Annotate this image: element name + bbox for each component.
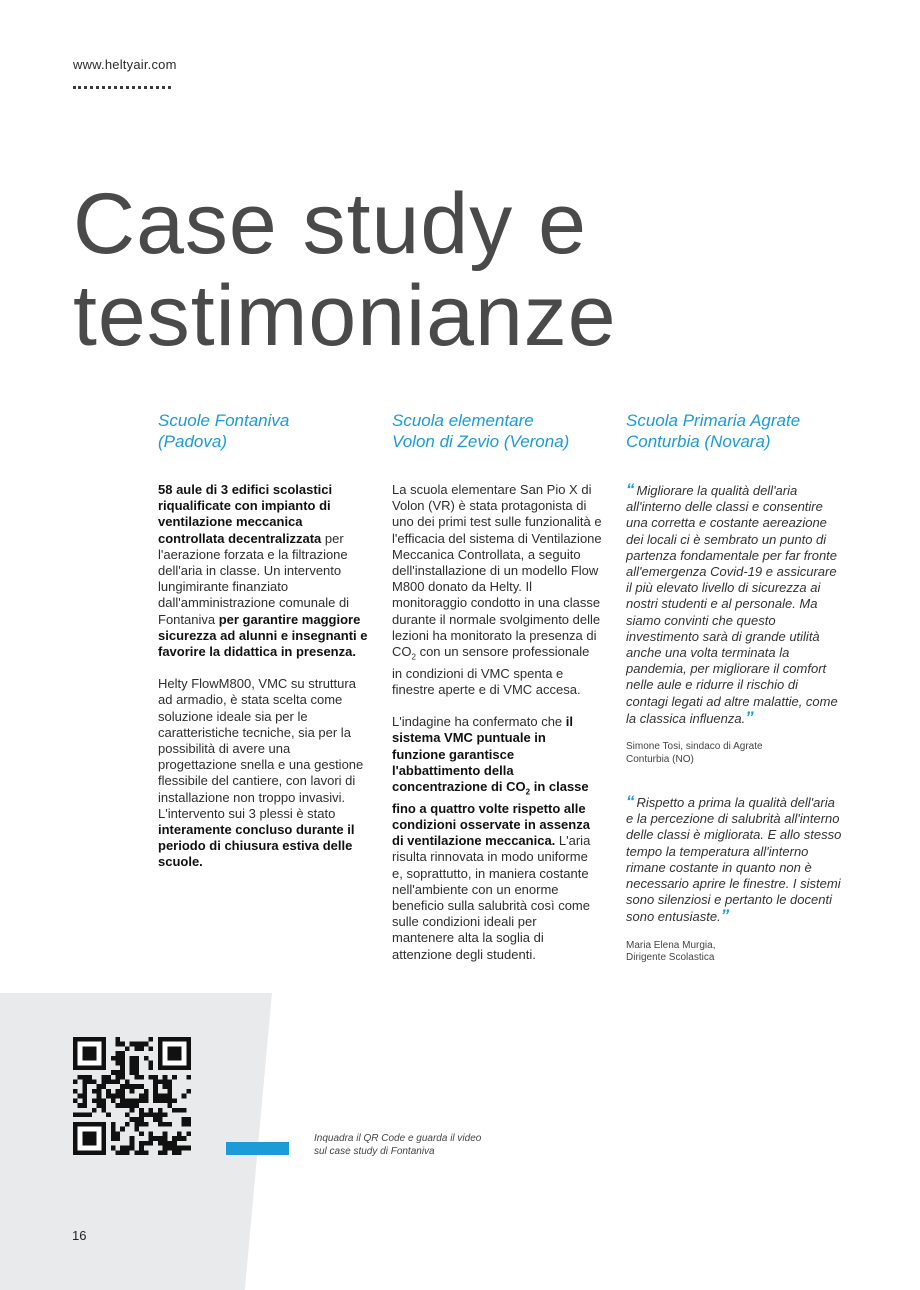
qr-code-icon[interactable] xyxy=(73,1037,191,1155)
qr-caption: Inquadra il QR Code e guarda il video sul case study di Fontaniva xyxy=(314,1133,482,1157)
column-heading: Scuola Primaria Agrate Conturbia (Novara) xyxy=(626,411,801,451)
case-study-fontaniva xyxy=(158,410,368,871)
testimonial-quote: “ Rispetto a prima la qualità dell'aria e la percezione di salubrità all'interno delle classi è migliorata. E allo stesso tempo la temperatura all'interno rimane costante in quanto non è necessario aprire le finestre. I sistemi sono silenziosi e pertanto le docenti sono entusiaste.” xyxy=(626,792,842,926)
page-title xyxy=(73,178,617,362)
accent-bar xyxy=(226,1142,289,1155)
testimonial-attribution: Simone Tosi, sindaco di Agrate Conturbia (NO) xyxy=(626,741,763,765)
paragraph: 58 aule di 3 edifici scolastici riqualificate con impianto di ventilazione meccanica controllata decentralizzata per l'aerazione forzata e la filtrazione dell'aria in classe. Un intervento lungimirante finanziato dall'amministrazione comunale di Fontaniva per garantire maggiore sicurezza ad alunni e insegnanti e favorire la didattica in presenza. xyxy=(158,482,368,660)
page-number: 16 xyxy=(72,1228,87,1243)
paragraph: La scuola elementare San Pio X di Volon (VR) è stata protagonista di uno dei primi test sulle funzionalità e l'efficacia del sistema di Ventilazione Meccanica Controllata, a seguito dell'installazione di un modello Flow M800 donato da Helty. Il monitoraggio condotto in una classe durante il normale svolgimento delle lezioni ha monitorato la presenza di $CO_2$ con un sensore professionale in condizioni di VMC spenta e finestre aperte e di VMC accesa. xyxy=(392,482,602,698)
site-url[interactable]: www.heltyair.com xyxy=(73,57,177,72)
close-quote-icon: ” xyxy=(745,707,754,727)
title-line-2: testimonianze xyxy=(73,268,617,364)
testimonial-attribution: Maria Elena Murgia, Dirigente Scolastica xyxy=(626,939,716,964)
testimonials-agrate xyxy=(626,410,842,965)
close-quote-icon: ” xyxy=(720,906,730,926)
testimonial-quote: “ Migliorare la qualità dell'aria all'interno delle classi e consentire una corretta e costante aereazione dei locali ci è sembrato un punto di partenza fondamentale per far fronte all'emergenza Covid-19 e assicurare il più elevato livello di sicurezza ai nostri studenti e al personale. Ma siamo convinti che questo investimento sarà di grande utilità anche una volta terminata la pandemia, per migliorare il comfort nelle aule e ridurre il rischio di contagi legati ad altre malattie, come la classica influenza.” xyxy=(626,480,838,727)
column-heading: Scuole Fontaniva (Padova) xyxy=(158,411,290,451)
open-quote-icon: “ xyxy=(626,480,635,499)
paragraph: Helty FlowM800, VMC su struttura ad armadio, è stata scelta come soluzione ideale sia per le caratteristiche tecniche, sia per la possibilità di avere una progettazione snella e una gestione flessibile del cantiere, con lavori di installazione non troppo invasivi. L'intervento sui 3 plessi è stato interamente concluso durante il periodo di chiusura estiva delle scuole. xyxy=(158,676,364,870)
title-line-1: Case study e xyxy=(73,176,587,272)
paragraph: L'indagine ha confermato che il sistema VMC puntuale in funzione garantisce l'abbattimento della concentrazione di $CO_2$ in classe fino a quattro volte rispetto alle condizioni osservate in assenza di ventilazione meccanica. L'aria risulta rinnovata in modo uniforme e, soprattutto, in maniera costante nell'ambiente con un enorme beneficio sulla salubrità così come sulle condizioni ideali per mantenere alta la soglia di attenzione degli studenti. xyxy=(392,714,591,962)
column-heading: Scuola elementare Volon di Zevio (Verona) xyxy=(392,411,570,451)
case-study-volon xyxy=(392,410,602,963)
open-quote-icon: “ xyxy=(626,792,635,812)
dotted-divider xyxy=(73,86,171,89)
